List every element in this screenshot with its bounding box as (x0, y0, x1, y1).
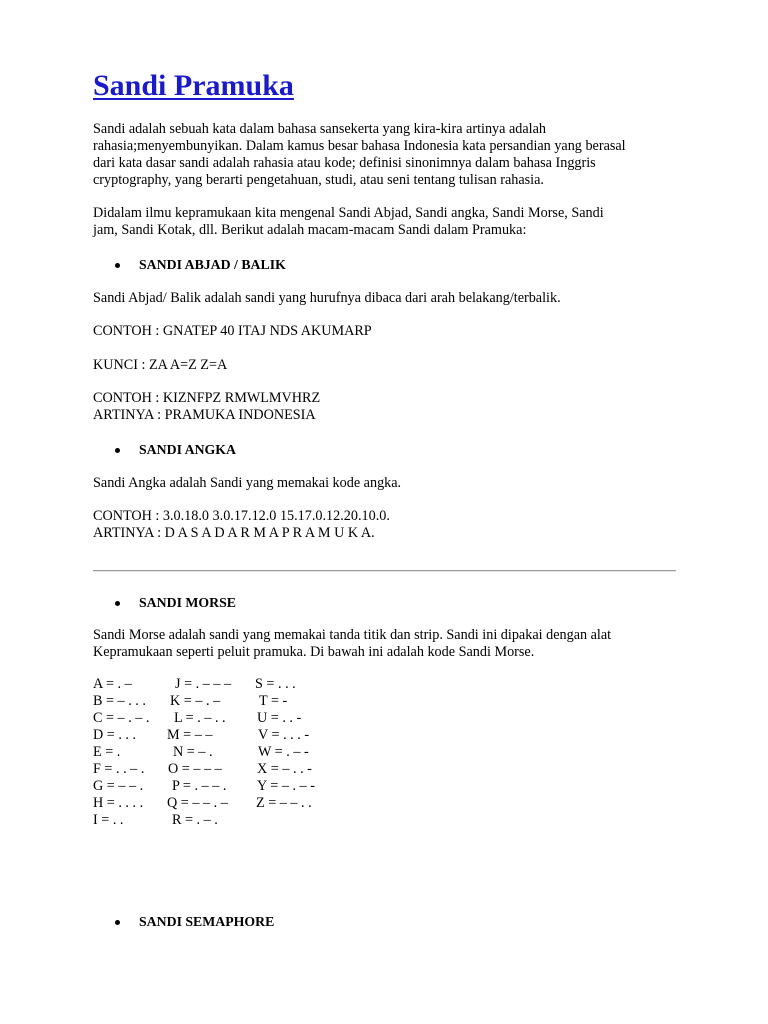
morse-entry: M = – – (167, 727, 213, 743)
bullet-icon (115, 601, 120, 606)
morse-entry: S = . . . (255, 676, 296, 692)
morse-entry: W = . – - (258, 744, 309, 760)
intro2-line: jam, Sandi Kotak, dll. Berikut adalah macam-macam Sandi dalam Pramuka: (93, 222, 527, 238)
section-heading: SANDI SEMAPHORE (139, 914, 275, 929)
morse-entry: R = . – . (172, 812, 218, 828)
morse-entry: B = – . . . (93, 693, 146, 709)
morse-entry: T = - (259, 693, 288, 709)
morse-entry: Q = – – . – (167, 795, 228, 811)
morse-entry: P = . – – . (172, 778, 227, 794)
morse-entry: I = . . (93, 812, 124, 828)
morse-entry: D = . . . (93, 727, 137, 743)
morse-entry: V = . . . - (258, 727, 310, 743)
abjad-contoh-2: CONTOH : KIZNFPZ RMWLMVHRZ (93, 390, 321, 406)
morse-row (93, 727, 393, 744)
morse-desc-line: Kepramukaan seperti peluit pramuka. Di bawah ini adalah kode Sandi Morse. (93, 644, 535, 660)
angka-artinya: ARTINYA : D A S A D A R M A P R A M U K A. (93, 525, 375, 541)
morse-desc-line: Sandi Morse adalah sandi yang memakai tanda titik dan strip. Sandi ini dipakai dengan alat (93, 627, 612, 643)
morse-entry: F = . . – . (93, 761, 145, 777)
intro-line: dari kata dasar sandi adalah rahasia atau kode; definisi sinonimnya dalam bahasa Inggris (93, 155, 596, 171)
bullet-icon (115, 448, 120, 453)
bullet-icon (115, 920, 120, 925)
morse-entry: G = – – . (93, 778, 144, 794)
intro2-paragraph (93, 205, 683, 239)
morse-row (93, 693, 393, 710)
morse-row (93, 812, 393, 829)
morse-entry: E = . (93, 744, 121, 760)
horizontal-divider (93, 570, 676, 572)
morse-row (93, 761, 393, 778)
morse-entry: C = – . – . (93, 710, 150, 726)
morse-entry: K = – . – (170, 693, 221, 709)
page-title[interactable]: Sandi Pramuka (93, 69, 294, 102)
morse-entry: X = – . . - (257, 761, 312, 777)
abjad-artinya: ARTINYA : PRAMUKA INDONESIA (93, 407, 316, 423)
morse-entry: H = . . . . (93, 795, 144, 811)
section-heading: SANDI MORSE (139, 595, 236, 610)
morse-entry: A = . – (93, 676, 132, 692)
intro-line: Sandi adalah sebuah kata dalam bahasa sansekerta yang kira-kira artinya adalah (93, 121, 547, 137)
morse-entry: U = . . - (257, 710, 302, 726)
abjad-description: Sandi Abjad/ Balik adalah sandi yang hurufnya dibaca dari arah belakang/terbalik. (93, 290, 561, 306)
intro2-line: Didalam ilmu kepramukaan kita mengenal Sandi Abjad, Sandi angka, Sandi Morse, Sandi (93, 205, 604, 221)
angka-description: Sandi Angka adalah Sandi yang memakai kode angka. (93, 475, 402, 491)
morse-entry: L = . – . . (174, 710, 226, 726)
morse-code-table (93, 676, 393, 829)
morse-description (93, 627, 683, 661)
section-heading: SANDI ANGKA (139, 442, 236, 457)
section-heading: SANDI ABJAD / BALIK (139, 257, 286, 272)
morse-row (93, 710, 393, 727)
morse-entry: Z = – – . . (256, 795, 312, 811)
abjad-kunci: KUNCI : ZA A=Z Z=A (93, 357, 228, 373)
morse-entry: J = . – – – (175, 676, 232, 692)
morse-row (93, 676, 393, 693)
abjad-contoh-1: CONTOH : GNATEP 40 ITAJ NDS AKUMARP (93, 323, 372, 339)
morse-row (93, 778, 393, 795)
morse-entry: Y = – . – - (257, 778, 315, 794)
intro-paragraph (93, 121, 683, 189)
angka-contoh: CONTOH : 3.0.18.0 3.0.17.12.0 15.17.0.12.20.10.0. (93, 508, 390, 524)
bullet-icon (115, 263, 120, 268)
morse-row (93, 795, 393, 812)
morse-entry: O = – – – (168, 761, 222, 777)
intro-line: cryptography, yang berarti pengetahuan, studi, atau seni tentang tulisan rahasia. (93, 172, 544, 188)
intro-line: rahasia;menyembunyikan. Dalam kamus besar bahasa Indonesia kata persandian yang berasal (93, 138, 626, 154)
morse-entry: N = – . (173, 744, 213, 760)
morse-row (93, 744, 393, 761)
